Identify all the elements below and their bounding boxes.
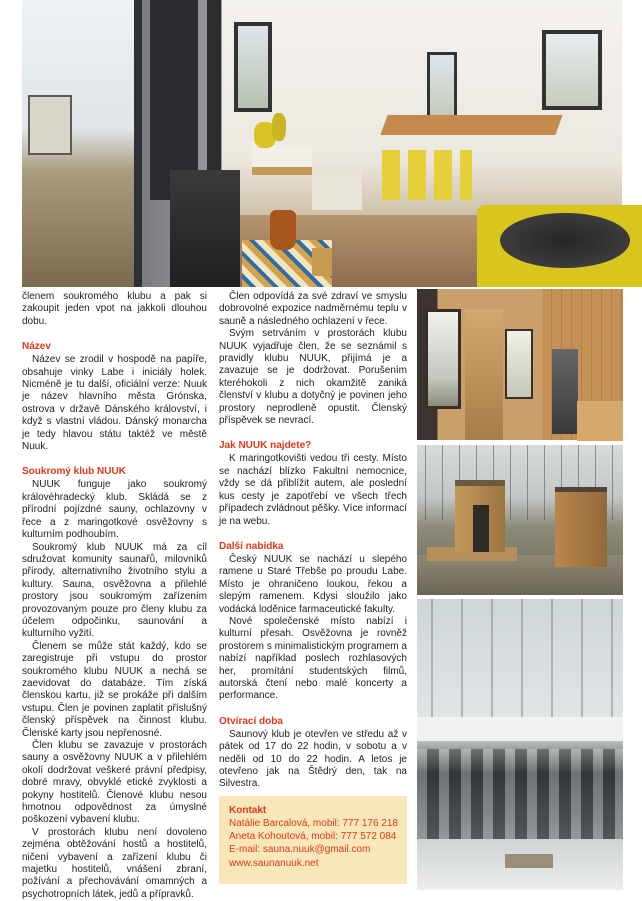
interior-photo xyxy=(22,0,622,287)
contact-natalie: Natálie Barcalová, mobil: 777 176 218 xyxy=(229,818,398,829)
heading-nazev: Název xyxy=(22,341,51,353)
text-column-middle xyxy=(219,291,407,806)
contact-heading: Kontakt xyxy=(229,805,267,816)
paragraph-pravidla: Svým setrváním v prostorách klubu NUUK vyjadřuje člen, že se seznámil s pravidly klubu NUUK, přijímá je a zavazuje se je dodržovat. Porušením kteréhokoli z nich okamžitě zaniká členství v klubu a dotyčný je povinen jeho prostory neprodleně opustit. Členský příspěvek se nevrací. xyxy=(219,328,407,427)
heading-klub: Soukromý klub NUUK xyxy=(22,466,126,478)
outdoor-cabins-photo xyxy=(417,445,623,595)
paragraph-nabidka-1: Český NUUK se nachází u slepého ramene u Staré Třebše po proudu Labe. Místo je ohraničeno loukou, řekou a slepým ramenem. Kdysi sloužilo jako vodácká loděnice farmaceutické fakulty. xyxy=(219,553,407,615)
contact-aneta: Aneta Kohoutová, mobil: 777 572 084 xyxy=(229,831,397,843)
text-column-left xyxy=(22,291,207,901)
paragraph-klub-1: NUUK funguje jako soukromý královéhradecký klub. Skládá se z přírodní pojízdné sauny, ochlazovny v řece a z maringotkové osvěžovny s kulturním podhoubím. xyxy=(22,479,207,541)
contact-website[interactable]: www.saunanuuk.net xyxy=(229,857,319,869)
heading-najdete: Jak NUUK najdete? xyxy=(219,440,312,452)
heading-nabidka: Další nabídka xyxy=(219,540,284,552)
sauna-interior-photo xyxy=(417,289,623,440)
paragraph-klub-4: Člen klubu se zavazuje v prostorách sauny a osvěžovny NUUK a v přilehlém okolí dodržovat veškeré právní předpisy, dobré mravy, obvyklé etické zvyklosti a pokyny hostitelů. Členové klubu nesou hmotnou odpovědnost za úmyslné poškození vybavení klubu. xyxy=(22,740,207,826)
winter-river-photo xyxy=(417,599,623,890)
paragraph-zdravi: Člen odpovídá za své zdraví ve smyslu dobrovolné expozice nadměrnému teplu v sauně a následného ochlazení v řece. xyxy=(219,291,407,327)
paragraph-najdete: K maringotkovišti vedou tři cesty. Místo se nachází blízko Fakultní nemocnice, vždy se dá přiblížit autem, ale poslední kus cesty je zapotřebí ve všech třech případech zvládnout pěšky. Více informací je na webu. xyxy=(219,453,407,527)
paragraph-nazev: Název se zrodil v hospodě na papíře, obsahuje vinky Labe i iniciály holek. Nicméně je tu další, oficiální verze: Nuuk je název hlavního města Grónska, ostrova v državě Dánského království, i když s vlastní vládou. Dánský monarcha je tedy hlavou státu taktéž ve městě Nuuk. xyxy=(22,354,207,453)
paragraph-nabidka-2: Nové společenské místo nabízí i kulturní přesah. Osvěžovna je rovněž prostorem s minimalistickým programem a nabízí například poslech rozhlasových her, promítání studentských filmů, autorská čtení nebo malé koncerty a performance. xyxy=(219,615,407,702)
paragraph-klub-2: Soukromý klub NUUK má za cíl sdružovat komunity saunařů, milovníků přírody, alternativního životního stylu a kultury. Sauna, osvěžovna a přilehlé prostory jsou soukromým zařízením provozovaným pouze pro členy klubu za účelem odpočinku, saunování a kulturního vyžití. xyxy=(22,541,207,640)
heading-oteviraci-doba: Otvírací doba xyxy=(219,715,283,727)
contact-box xyxy=(219,796,407,884)
paragraph-klub-3: Členem se může stát každý, kdo se zaregistruje při vstupu do prostor soukromého klubu NUUK a nechá se zaevidovat do databáze. Tím získá členskou kartu, již se prokáže při dalším vstupu. Člen je povinen zaplatit příslušný členský příspěvek na činnost klubu. Členské karty jsou nepřenosné. xyxy=(22,640,207,739)
intro-paragraph: členem soukromého klubu a pak si zakoupit jeden vpot na jakkoli dlouhou dobu. xyxy=(22,291,207,327)
contact-email[interactable]: E-mail: sauna.nuuk@gmail.com xyxy=(229,844,371,856)
paragraph-klub-5: V prostorách klubu není dovoleno zejména obtěžování hostů a hostitelů, ničení vybavení a zařízení klubu či majetku hostitelů, vnášení zbraní, požívání a přechovávání omamných a psychotropních látek, jedů a přípravků. xyxy=(22,826,207,900)
paragraph-oteviraci-doba: Saunový klub je otevřen ve středu až v pátek od 17 do 22 hodin, v sobotu a v neděli od 10 do 22 hodin. A letos je otevřeno jak na Štědrý den, tak na Silvestra. xyxy=(219,728,407,790)
